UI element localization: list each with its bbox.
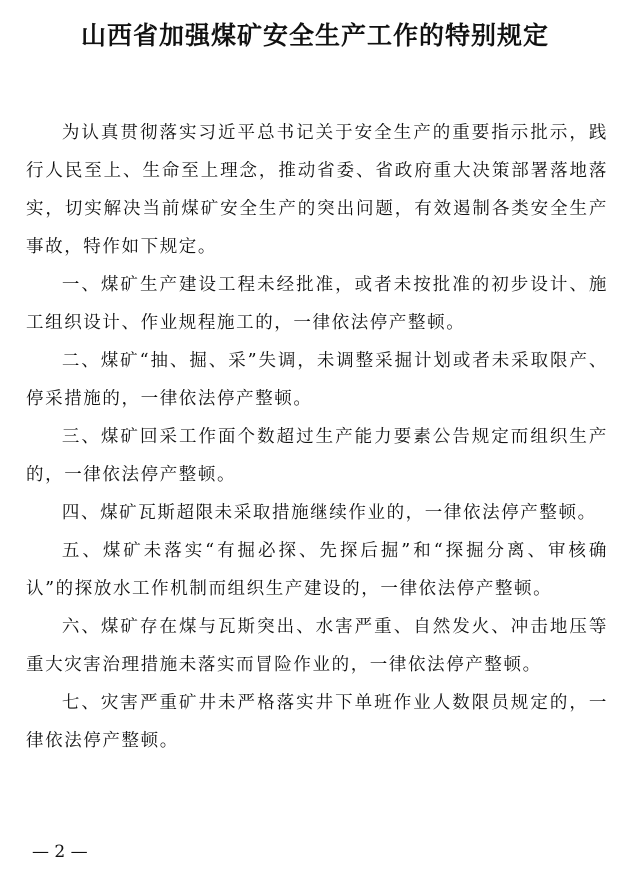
paragraph-article-3: 三、煤矿回采工作面个数超过生产能力要素公告规定而组织生产的，一律依法停产整顿。 bbox=[26, 427, 608, 485]
page-number: — 2 — bbox=[32, 842, 88, 862]
paragraph-article-7: 七、灾害严重矿井未严格落实井下单班作业人数限员规定的，一律依法停产整顿。 bbox=[26, 693, 608, 751]
paragraph-article-5: 五、煤矿未落实“有掘必探、先探后掘”和“探掘分离、审核确认”的探放水工作机制而组织生产建设的，一律依法停产整顿。 bbox=[26, 541, 608, 599]
paragraph-article-6: 六、煤矿存在煤与瓦斯突出、水害严重、自然发火、冲击地压等重大灾害治理措施未落实而冒险作业的，一律依法停产整顿。 bbox=[26, 617, 608, 675]
paragraph-article-2: 二、煤矿“抽、掘、采”失调，未调整采掘计划或者未采取限产、停采措施的，一律依法停产整顿。 bbox=[26, 351, 608, 409]
paragraph-article-1: 一、煤矿生产建设工程未经批准，或者未按批准的初步设计、施工组织设计、作业规程施工的，一律依法停产整顿。 bbox=[26, 275, 608, 333]
document-body bbox=[26, 114, 608, 760]
paragraph-article-4: 四、煤矿瓦斯超限未采取措施继续作业的，一律依法停产整顿。 bbox=[61, 503, 597, 523]
document-title: 山西省加强煤矿安全生产工作的特别规定 bbox=[80, 21, 549, 50]
paragraph-preamble: 为认真贯彻落实习近平总书记关于安全生产的重要指示批示，践行人民至上、生命至上理念，推动省委、省政府重大决策部署落地落实，切实解决当前煤矿安全生产的突出问题，有效遏制各类安全生产事故，特作如下规定。 bbox=[26, 123, 608, 257]
